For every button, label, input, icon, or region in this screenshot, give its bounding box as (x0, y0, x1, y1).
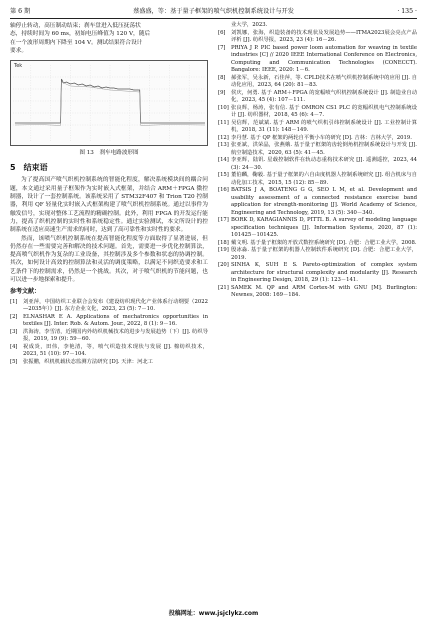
noise-trace (15, 82, 205, 126)
left-column (10, 22, 208, 366)
reference-item: [5] 张振鹏，织机机载状态监测方法研究 [D]. 天津：河北工 (10, 358, 153, 365)
scope-label: Tek (14, 63, 23, 70)
intro-line: 要求。 (10, 47, 28, 54)
reference-item: [15] 董伯麟，鞠毅. 基于量子框架的六自由度机器人控制系统研究 [J]. 组合机床与自动化加工技术，2015, 15 (12): 85－89. (218, 172, 417, 186)
running-title: 蔡盛盛，等：基于量子框架的喷气织机控制系统设计与开发 (133, 8, 294, 15)
reference-item: [16] BATSIS J A, BOATENG G G, SEO L M, et al. Development and usability assessment of a connected resistance exercise band application for strength-monitoring [J]. World Academy of Science, Engineering and Technology, 2019, 13 (5): 340－340. (218, 187, 417, 216)
intro-line: 轴停止转动，高压制动结束；刹车盘进入低压抚荡状 (10, 23, 141, 29)
reference-item: [13] 张亚斌，洪荣晶，张燕娥. 基于量子框架的齿轮倒角机控制系统设计与开发 [J]. 航空制造技术，2020, 63 (5): 41－45. (218, 142, 417, 156)
right-column (218, 22, 417, 300)
reference-item: [9] 侯庆，何勇. 基于 ARM＋FPGA 的宽幅喷气织机控制系统设计 [J]. 制造业自动化，2023, 45 (4): 107－111. (218, 89, 417, 103)
issue-number: 第 6 期 (10, 8, 31, 15)
reference-item: [4] 祝成炎，田伟，李艳清，等，喷气织造技术现状与发展 [J]. 棉纺织技术，2023, 51 (10): 97－104. (10, 343, 208, 358)
reference-item: [21] SAMEK M. QP and ARM Cortex-M with GNU [M]. Burlington: Newnes, 2008: 169－184. (218, 284, 417, 298)
reference-item: [10] 张良辉，杨涛，张有信. 基于 OMRON CS1 PLC 的宽幅织机电气控制系统设计 [J]. 纺织器材，2018, 45 (6): 4－7. (218, 104, 417, 118)
reference-item: [17] BORK D, KARAGIANNIS D, PITTL B. A survey of modeling language specification techniques [J]. Information Systems, 2020, 87 (1): 101425－101425. (218, 217, 417, 238)
references-heading: 参考文献： (10, 288, 41, 296)
paragraph: 为了提高国产喷气织机控制系统的智能化程度，解决系统模块间的耦合问题，本文通过采用量子框架作为实时嵌入式框架，并结合 ARM＋FPGA 微控制器，设计了一套控制系统。该系统采用了 STM32F407 和 Trion T20 控制器，利用 QF 轻量化实时嵌入式框架构建了喷气织机控制系统。通过以事件为触发信号，实现对整体工艺流程的精确控制。此外，利用 FPGA 的开发运行能力，提高了织机控制的实时性和系统稳定性。通过实验测试，本文所设计的控制系统在适应高速生产需求的同时，达到了高可靠性和实时性的要求。 (10, 177, 208, 234)
paragraph: 然而，该喷气织机控制系统在提高智能化程度等方面取得了显著进展，但仍然存在一些需要完善和解决的技术问题。首先，需要进一步优化控制算法，提高喷气织机作为复杂的工业设备，其控制涉及多个参数和状态的协调控制。其次，如何设计高效的控制算法和灵活的调度策略，以满足不同织造要求和工艺条件下的控制需求，仍然是一个挑战。其次，对于喷气织机的节能问题，也可以进一步地探索和提升。 (10, 235, 208, 284)
reference-item: [2] ELNASHAR E A. Applications of mechatronics opportunities in textiles [J]. Inter. Rob. & Autom. Jour., 2022, 8 (1): 9－16. (10, 313, 208, 328)
waveform-plot (11, 61, 207, 145)
page-header (10, 6, 417, 19)
reference-item: [18] 戴文明. 基于量子框架的开放式数控系统研究 [D]. 合肥：合肥工业大学，2008. (218, 239, 417, 246)
reference-item: 业大学，2023. (231, 22, 268, 28)
section-title: 5 结束语 (10, 163, 48, 173)
reference-item: [6] 刘凯娜，张海，织造装备的技术现状及发展趋势——ITMA2023展会亮点产品评析 [J]. 纺织导报，2023, 23 (4): 16－26. (218, 29, 417, 43)
figure-caption: 图 13 刹车电路波形图 (79, 150, 139, 157)
reference-item: [20] SINHA K, SUH E S. Pareto-optimization of complex system architecture for structural complexity and modularity [J]. Research in Engineering Design, 2018, 29 (1): 123－141. (218, 262, 417, 283)
reference-item: [1] 刘亚萍，中国纺织工业联合会发布《建设纺织现代化产业体系行动纲要（2022—2035年）》[J]. 东方企业文化，2023, 23 (5): 7－10. (10, 298, 208, 313)
reference-item: [7] PRIYA J P. PIC based power loom automation for weaving in textile industries [C] // 2020 IEEE International Conference on Electronics, Computing and Communication Technologies (CONECCT). Bangalore: IEEE, 2020: 1－6. (218, 44, 417, 73)
page-number: · 135 · (397, 8, 417, 15)
intro-line: 态，持续时间为 60 ms，初始电压峰值为 120 V，随后 (10, 31, 151, 38)
intro-line: 在一个波形周期内下降至 104 V。测试结果符合设计 (10, 39, 143, 46)
reference-item: [12] 李丹慧. 基于 QP 框架的两轮自平衡小车的研究 [D]. 吉林：吉林大学，2019. (218, 134, 412, 141)
journal-url: 投稿网址：www.jsjclykz.com (168, 610, 259, 617)
reference-item: [14] 李亚辉，陆钒. 星载控制软件在轨动态重构技术研究 [J]. 遥测遥控，2023, 44 (3): 24－30. (218, 157, 417, 171)
reference-item: [8] 郝张军，吴永新，石佳萍，等. CPLD技术在喷气织机控制系统中的应用 [J]. 自动化应用，2023, 64 (20): 81－83. (218, 74, 417, 88)
reference-item: [3] 洪海涛，李雪清，近期国内外纺织机械技术的进步与发展趋势（下）[J]. 纺织导报，2019, 19 (9): 59－60. (10, 328, 208, 343)
reference-item: [11] 吴信辉，范斌斌. 基于 ARM 的喷气织机引纬控制系统设计 [J]. 工业控制计算机，2018, 31 (11): 148－149. (218, 119, 417, 133)
reference-item: [19] 殷冰淼. 基于量子框架的机器人控制软件系统研究 [D]. 合肥：合肥工业大学，2019. (218, 247, 417, 261)
oscilloscope-figure (10, 60, 208, 146)
